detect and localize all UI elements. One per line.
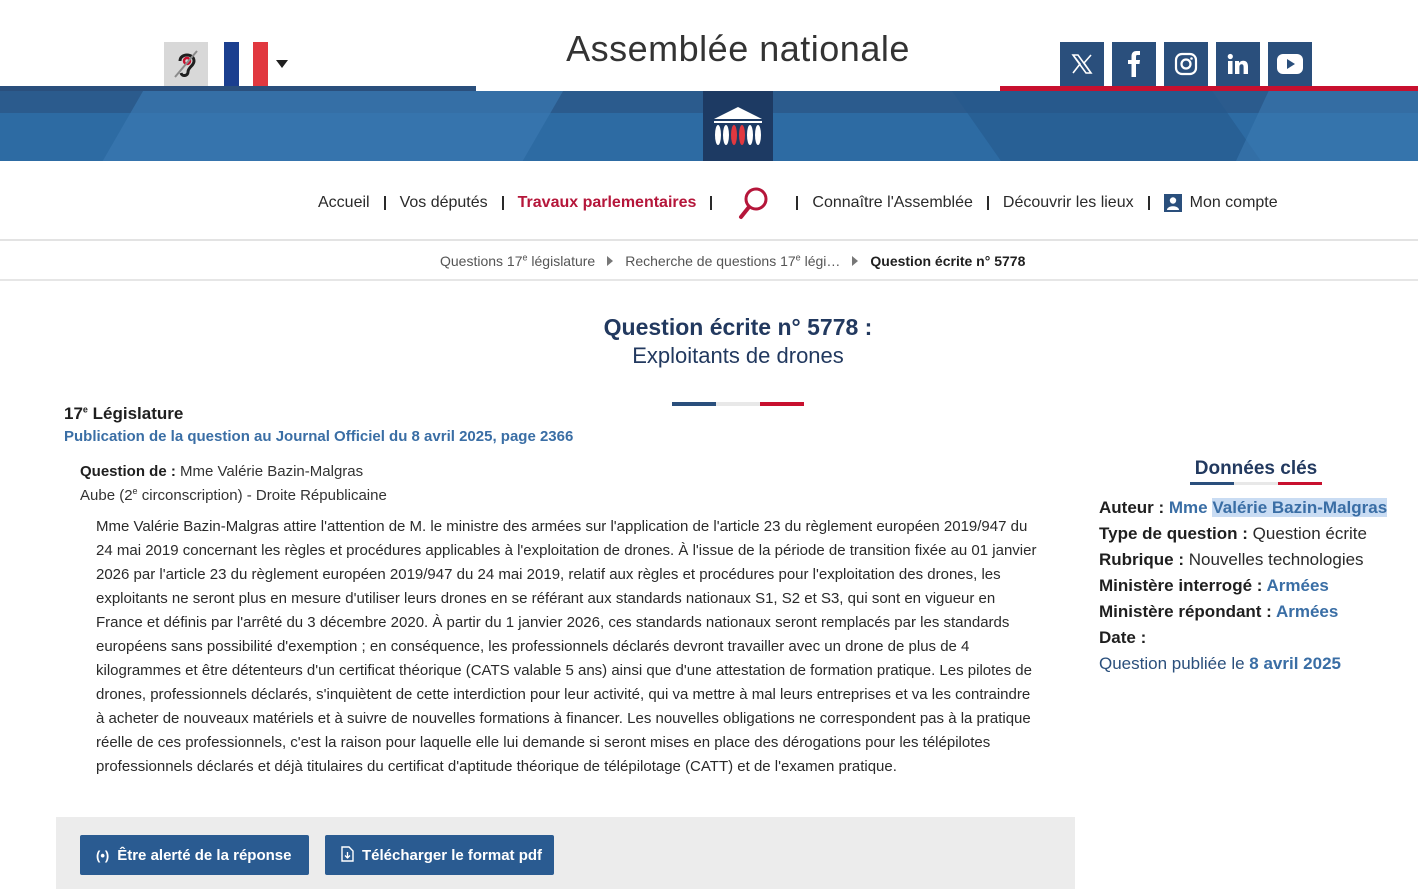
download-pdf-button[interactable] bbox=[325, 835, 554, 875]
language-selector[interactable] bbox=[224, 42, 290, 86]
nav-separator bbox=[796, 196, 798, 210]
tricolor-divider bbox=[672, 402, 804, 406]
key-data-date-value: Question publiée le 8 avril 2025 bbox=[1099, 654, 1341, 673]
key-data-rubrique: Rubrique : Nouvelles technologies bbox=[1099, 550, 1364, 569]
facebook-icon bbox=[1123, 51, 1145, 77]
nav-separator bbox=[710, 196, 712, 210]
breadcrumb-questions-legislature[interactable]: Questions 17e législature bbox=[440, 252, 596, 269]
social-links bbox=[1060, 42, 1312, 86]
chevron-right-icon bbox=[607, 256, 613, 266]
site-title[interactable]: Assemblée nationale bbox=[566, 28, 910, 69]
ministere-repondant-link[interactable]: Armées bbox=[1271, 602, 1339, 621]
author-link[interactable]: Valérie Bazin-Malgras bbox=[1212, 498, 1388, 517]
key-data-ministere-interroge: Ministère interrogé : Armées bbox=[1099, 576, 1329, 595]
question-title: Question écrite n° 5778 : bbox=[603, 314, 873, 340]
nav-travaux-parlementaires[interactable]: Travaux parlementaires bbox=[517, 194, 697, 211]
breadcrumb-current: Question écrite n° 5778 bbox=[870, 253, 1026, 269]
x-icon bbox=[1070, 52, 1094, 76]
pdf-file-icon bbox=[341, 846, 354, 865]
nav-mon-compte[interactable] bbox=[1164, 194, 1278, 212]
key-data-list bbox=[1099, 495, 1387, 677]
accessibility-button[interactable] bbox=[164, 42, 208, 86]
circonscription: Aube (2e circonscription) - Droite Républicaine bbox=[80, 486, 387, 504]
key-data-date: Date : bbox=[1099, 628, 1147, 647]
nav-vos-deputes[interactable]: Vos députés bbox=[399, 194, 488, 211]
alert-response-button[interactable] bbox=[80, 835, 309, 875]
breadcrumb-recherche-questions[interactable]: Recherche de questions 17e légi… bbox=[625, 252, 841, 269]
nav-accueil[interactable]: Accueil bbox=[318, 194, 370, 211]
date-link[interactable]: 8 avril 2025 bbox=[1249, 654, 1341, 673]
nav-separator bbox=[1148, 196, 1150, 210]
question-text: Mme Valérie Bazin-Malgras attire l'attention de M. le ministre des armées sur l'application de l'article 23 du règlement européen 2019/947 du 24 mai 2019 concernant les règles et procédures applicables à l'exploitation de drones. À l'issue de la période de transition fixée au 01 janvier 2026 par l'article 23 du règlement européen 2019/947 du 24 mai 2019, relatif aux règles et procédures pour l'exploitation des drones, les exploitants ne seront plus en mesure d'utiliser leurs drones en se référant aux standards nationaux S1, S2 et S3, qui sont en vigueur en France et définis par l'arrêté du 3 décembre 2020. À partir du 1 janvier 2026, ces standards nationaux seront remplacés par les standards européens sans possibilité d'exemption ; en conséquence, les professionnels déclarés devront travailler avec un drone de plus de 4 kilogrammes et être détenteurs d'un certificat théorique (CATS valable 5 ans) ainsi que d'une attestation de formation pratique. Les pilotes de drones, professionnels déclarés, s'inquiètent de cette interdiction pour leur activité, qui va mettre à mal leurs entreprises et va les contraindre à acheter de nouveaux matériels et à suivre de nouvelles formations à financer. Les nouvelles obligations ne correspondent pas à la pratique réelle de ces professionnels, c'est la raison pour laquelle elle lui demande si seront mises en place des dérogations pour les télépilotes professionnels déclarés et déjà titulaires du certificat d'aptitude théorique de télépilotage (CATT) et de l'examen pratique. bbox=[96, 518, 1037, 775]
nav-separator bbox=[987, 196, 989, 210]
nav-separator bbox=[502, 196, 504, 210]
instagram-icon bbox=[1174, 52, 1198, 76]
key-data-title: Données clés bbox=[1194, 458, 1318, 479]
search-icon bbox=[738, 186, 770, 220]
page-title bbox=[0, 314, 1418, 369]
chevron-down-icon bbox=[276, 60, 288, 68]
ear-icon bbox=[171, 47, 201, 81]
broadcast-icon: (•) bbox=[96, 847, 110, 863]
actions-bar bbox=[56, 817, 1075, 889]
key-data-type: Type de question : Question écrite bbox=[1099, 524, 1367, 543]
download-pdf-label: Télécharger le format pdf bbox=[362, 846, 543, 864]
main-navigation bbox=[0, 161, 1418, 241]
question-subtitle: Exploitants de drones bbox=[632, 343, 844, 368]
key-data-ministere-repondant: Ministère répondant : Armées bbox=[1099, 602, 1339, 621]
key-data-author: Auteur : Mme Valérie Bazin-Malgras bbox=[1099, 498, 1388, 517]
nav-decouvrir-lieux[interactable]: Découvrir les lieux bbox=[1002, 194, 1134, 211]
youtube-icon bbox=[1277, 54, 1303, 74]
linkedin-link[interactable] bbox=[1216, 42, 1260, 86]
hemicycle-logo-icon bbox=[708, 101, 768, 151]
key-data-underline bbox=[1190, 482, 1322, 485]
site-header bbox=[0, 0, 1418, 161]
linkedin-icon bbox=[1227, 53, 1249, 75]
youtube-link[interactable] bbox=[1268, 42, 1312, 86]
instagram-link[interactable] bbox=[1164, 42, 1208, 86]
alert-response-label: Être alerté de la réponse bbox=[117, 846, 292, 864]
account-icon bbox=[1164, 194, 1182, 212]
assemblee-logo[interactable] bbox=[703, 91, 773, 161]
ministere-interroge-link[interactable]: Armées bbox=[1262, 576, 1329, 595]
x-twitter-link[interactable] bbox=[1060, 42, 1104, 86]
nav-connaitre-assemblee[interactable]: Connaître l'Assemblée bbox=[812, 194, 973, 211]
breadcrumb bbox=[0, 243, 1418, 281]
legislature-heading: 17e Législature bbox=[64, 404, 184, 423]
facebook-link[interactable] bbox=[1112, 42, 1156, 86]
chevron-right-icon bbox=[852, 256, 858, 266]
question-author-block bbox=[80, 460, 387, 508]
french-flag-icon bbox=[224, 42, 268, 86]
asker-label: Question de : bbox=[80, 463, 176, 480]
nav-separator bbox=[384, 196, 386, 210]
publication-info: Publication de la question au Journal Officiel du 8 avril 2025, page 2366 bbox=[64, 428, 574, 445]
search-button[interactable] bbox=[734, 185, 774, 221]
asker-name: Mme Valérie Bazin-Malgras bbox=[175, 463, 364, 480]
nav-mon-compte-label: Mon compte bbox=[1189, 194, 1278, 211]
